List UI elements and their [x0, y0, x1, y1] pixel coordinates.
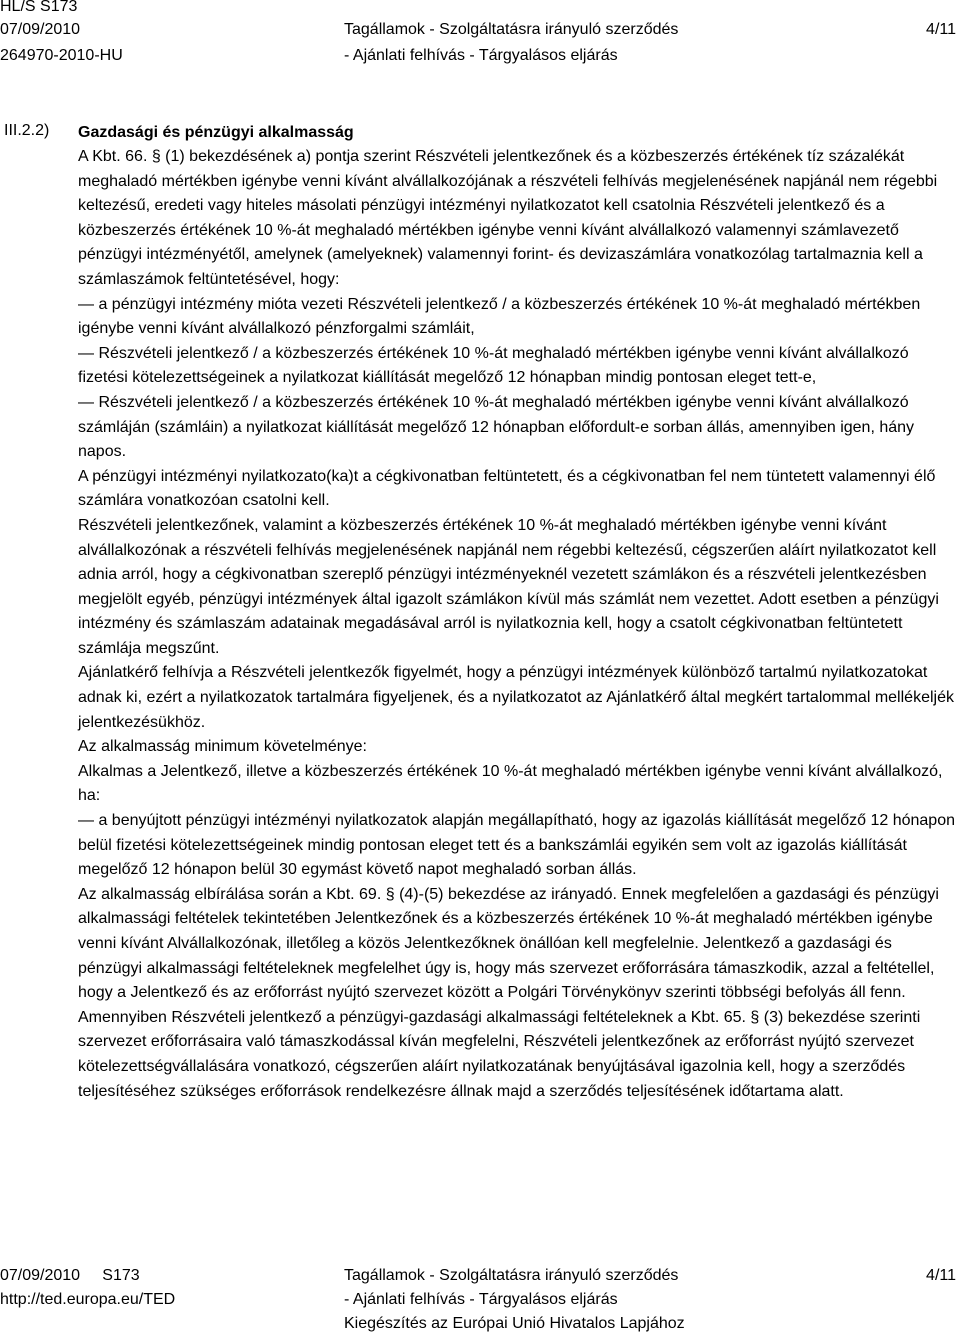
- paragraph: A pénzügyi intézményi nyilatkozato(ka)t a cégkivonatban feltüntetett, és a cégkivonatban fel nem tüntetett valamennyi élő számlára vonatkozóan csatolni kell.: [78, 467, 936, 510]
- footer-page-number: 4/11: [926, 1267, 956, 1284]
- footer-url-link[interactable]: http://ted.europa.eu/TED: [0, 1291, 176, 1308]
- paragraph: — a pénzügyi intézmény mióta vezeti Részvételi jelentkező / a közbeszerzés értékének 10 %-át meghaladó mértékben igénybe venni kívánt alvállalkozó pénzforgalmi számláit,: [78, 295, 921, 338]
- section-number: III.2.2): [4, 122, 50, 139]
- paragraph: A Kbt. 66. § (1) bekezdésének a) pontja szerint Részvételi jelentkezőnek és a közbeszerzés értékének tíz százalékát meghaladó mértékben igénybe venni kívánt alvállalkozójának a részvételi felhívás megjelenésének napjánál nem régebbi keltezésű, eredeti vagy hiteles másolati pénzügyi intézményi nyilatkozatot kell csatolnia Részvételi jelentkező és a közbeszerzés értékének 10 %-át meghaladó mértékben igénybe venni kívánt alvállalkozó valamennyi számlavezető pénzügyi intézményétől, amelynek (amelyeknek) valamennyi forint- és devizaszámlára vonatkozólag tartalmaznia kell a számlaszámok feltüntetésével, hogy:: [78, 148, 938, 288]
- header-category: Tagállamok - Szolgáltatásra irányuló szerződés: [344, 21, 679, 38]
- paragraph: Az alkalmasság elbírálása során a Kbt. 69. § (4)-(5) bekezdése az irányadó. Ennek megfelelően a gazdasági és pénzügyi alkalmassági feltételek tekintetében Jelentkezőnek és a közbeszerzés értékének 10 %-át meghaladó mértékben igénybe venni kívánt Alvállalkozónak, illetőleg a közös Jelentkezőknek önállóan kell megfelelnie. Jelentkező a gazdasági és pénzügyi alkalmassági feltételeknek megfelelhet úgy is, hogy más szervezet erőforrására támaszkodik, azzal a feltétellel, hogy a Jelentkező és az erőforrást nyújtó szervezet között a Polgári Törvénykönyv szerinti többségi befolyás áll fenn.: [78, 885, 939, 1002]
- section-title: Gazdasági és pénzügyi alkalmasság: [78, 124, 354, 141]
- paragraph: Alkalmas a Jelentkező, illetve a közbeszerzés értékének 10 %-át meghaladó mértékben igénybe venni kívánt alvállalkozó, ha:: [78, 762, 943, 805]
- paragraph: — a benyújtott pénzügyi intézményi nyilatkozatok alapján megállapítható, hogy az igazolás kiállítását megelőző 12 hónapon belül fizetési kötelezettségeinek mindig pontosan eleget tett és a bankszámlái egyikén sem volt az igazolás kiállítását megelőző 12 hónapon belül 30 egymást követő napot meghaladó sorban állás.: [78, 812, 955, 879]
- footer-journal: Kiegészítés az Európai Unió Hivatalos Lapjához: [344, 1315, 685, 1332]
- paragraph: Részvételi jelentkezőnek, valamint a közbeszerzés értékének 10 %-át meghaladó mértékben igénybe venni kívánt alvállalkozónak a részvételi felhívás megjelenésének napjánál nem régebbi keltezésű, cégszerűen aláírt nyilatkozatot kell adnia arról, hogy a cégkivonatban szereplő pénzügyi intézményeknél vezetett számlákon és a részvételi jelentkezésben megjelölt egyéb, pénzügyi intézmények által igazolt számlákon kívül más számlát nem vezettet. Adott esetben a pénzügyi intézmény és számlaszám adatainak megadásával arról is nyilatkoznia kell, hogy a csatolt cégkivonatban feltüntetett számlája megszűnt.: [78, 516, 939, 657]
- footer-procedure: - Ajánlati felhívás - Tárgyalásos eljárás: [344, 1291, 618, 1308]
- section-content: [78, 121, 956, 1104]
- header-page-number: 4/11: [926, 21, 956, 38]
- footer-category: Tagállamok - Szolgáltatásra irányuló szerződés: [344, 1267, 679, 1284]
- paragraph: Az alkalmasság minimum követelménye:: [78, 738, 367, 756]
- paragraph: Amennyiben Részvételi jelentkező a pénzügyi-gazdasági alkalmassági feltételeknek a Kbt. 65. § (3) bekezdése szerinti szervezet erőforrásaira való támaszkodással kíván megfelelni, Részvételi jelentkezőnek az erőforrást nyújtó szervezet kötelezettségvállalására vonatkozó, cégszerűen aláírt nyilatkozatának benyújtásával igazolnia kell, hogy a szerződés teljesítéséhez szükséges erőforrások rendelkezésre állnak majd a szerződés teljesítésének időtartama alatt.: [78, 1008, 921, 1100]
- paragraph: Ajánlatkérő felhívja a Részvételi jelentkezők figyelmét, hogy a pénzügyi intézmények különböző tartalmú nyilatkozatokat adnak ki, ezért a nyilatkozatok tartalmára figyeljenek, és a nyilatkozatot az Ajánlatkérő által megkért tartalommal mellékeljék jelentkezésükhöz.: [78, 664, 954, 731]
- header-date: 07/09/2010: [0, 21, 81, 38]
- header-ref-number: 264970-2010-HU: [0, 47, 123, 64]
- paragraph: — Részvételi jelentkező / a közbeszerzés értékének 10 %-át meghaladó mértékben igénybe venni kívánt alvállalkozó számláján (számláin) a nyilatkozat kiállítását megelőző 12 hónapban előfordult-e sorban állás, amennyiben igen, hány napos.: [78, 393, 915, 461]
- header-doc-id: HL/S S173: [0, 0, 78, 15]
- header-procedure: - Ajánlati felhívás - Tárgyalásos eljárás: [344, 47, 618, 64]
- footer-date-series: 07/09/2010 S173: [0, 1267, 140, 1284]
- paragraph: — Részvételi jelentkező / a közbeszerzés értékének 10 %-át meghaladó mértékben igénybe venni kívánt alvállalkozó fizetési kötelezettségeinek a nyilatkozat kiállítását megelőző 12 hónapban mindig pontosan eleget tett-e,: [78, 344, 909, 387]
